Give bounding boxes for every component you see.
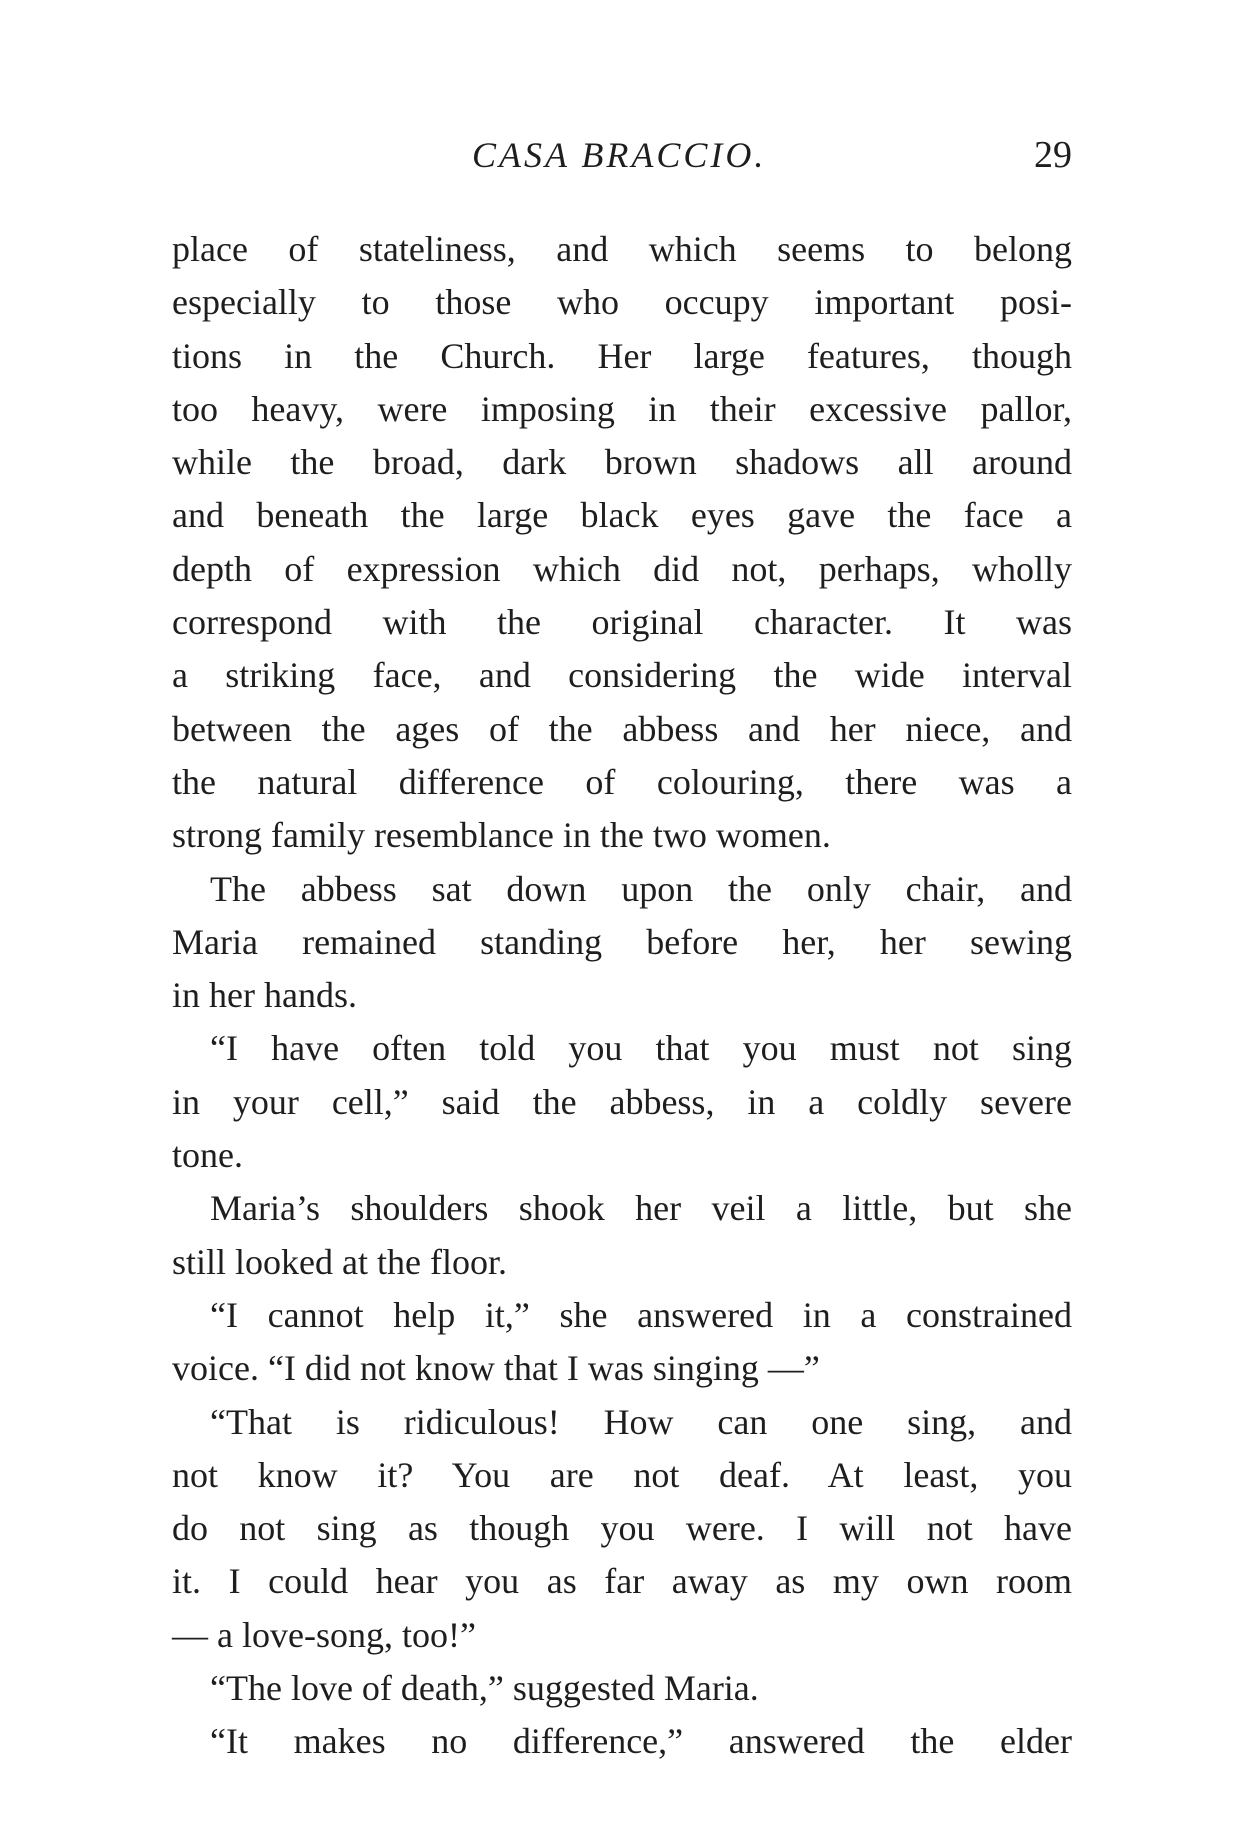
page-header	[172, 130, 1072, 180]
text-line: do not sing as though you were. I will not have	[172, 1508, 1072, 1549]
running-title: CASA BRACCIO.	[472, 135, 767, 175]
text-line: place of stateliness, and which seems to belong	[172, 229, 1072, 269]
text-line: still looked at the floor.	[172, 1241, 507, 1282]
text-line: a striking face, and considering the wide interval	[172, 655, 1072, 696]
text-line: it. I could hear you as far away as my own room	[172, 1561, 1072, 1602]
text-line: voice. “I did not know that I was singing —”	[172, 1348, 820, 1389]
text-line: between the ages of the abbess and her niece, and	[172, 708, 1072, 749]
text-line: The abbess sat down upon the only chair, and	[210, 868, 1072, 909]
text-line: in her hands.	[172, 975, 357, 1016]
text-line: in your cell,” said the abbess, in a coldly severe	[172, 1081, 1072, 1122]
text-line: tions in the Church. Her large features, though	[172, 335, 1072, 376]
text-line: correspond with the original character. It was	[172, 602, 1072, 643]
text-line: the natural difference of colouring, there was a	[172, 761, 1072, 802]
text-line: Maria remained standing before her, her sewing	[172, 921, 1072, 962]
text-line: “I cannot help it,” she answered in a constrained	[210, 1294, 1072, 1335]
text-line: too heavy, were imposing in their excessive pallor,	[172, 388, 1072, 429]
text-line: “It makes no difference,” answered the elder	[210, 1721, 1072, 1762]
text-line: strong family resemblance in the two women.	[172, 815, 831, 856]
text-line: especially to those who occupy important posi-	[172, 282, 1072, 323]
text-line: not know it? You are not deaf. At least, you	[172, 1454, 1072, 1495]
text-line: “The love of death,” suggested Maria.	[210, 1668, 759, 1709]
text-line: while the broad, dark brown shadows all around	[172, 442, 1072, 483]
text-line: “That is ridiculous! How can one sing, and	[210, 1401, 1072, 1442]
text-line: tone.	[172, 1135, 243, 1176]
text-line: depth of expression which did not, perhaps, wholly	[172, 548, 1072, 589]
page-number: 29	[1034, 134, 1072, 176]
body-text	[172, 223, 1072, 1769]
text-line: — a love-song, too!”	[172, 1614, 476, 1655]
text-line: Maria’s shoulders shook her veil a little, but she	[210, 1188, 1072, 1229]
text-line: and beneath the large black eyes gave the face a	[172, 495, 1072, 536]
text-line: “I have often told you that you must not sing	[210, 1028, 1072, 1069]
